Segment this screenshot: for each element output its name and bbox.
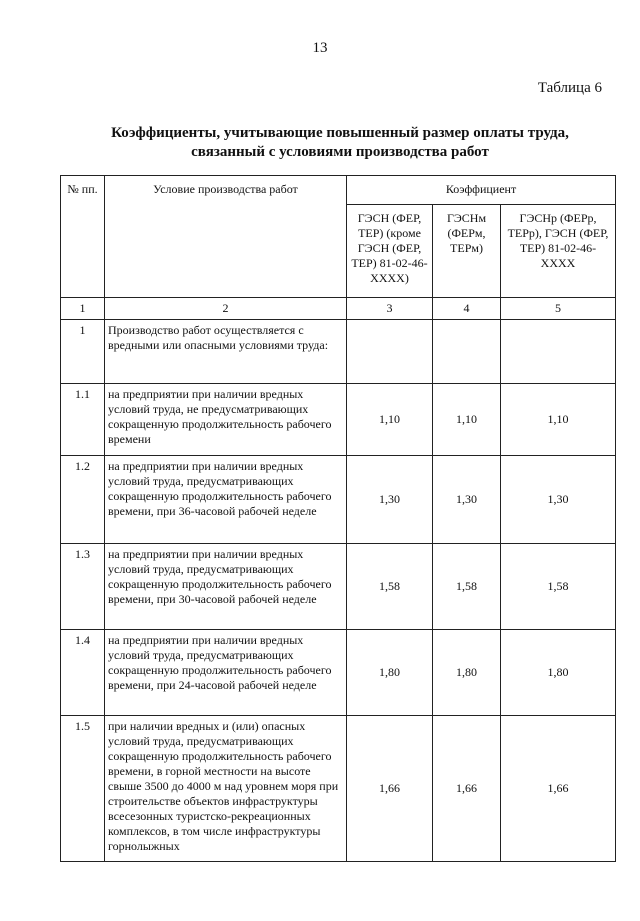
row-value-col5: 1,80 xyxy=(501,630,616,716)
row-number: 1.4 xyxy=(61,630,105,716)
header-no: № пп. xyxy=(61,176,105,298)
coefficient-table xyxy=(60,175,616,862)
row-value-col3: 1,80 xyxy=(347,630,433,716)
title-line-1: Коэффициенты, учитывающие повышенный размер оплаты труда, xyxy=(111,125,569,141)
numbering-cell: 3 xyxy=(347,298,433,320)
row-value-col4: 1,30 xyxy=(433,456,501,544)
row-value-col5: 1,58 xyxy=(501,544,616,630)
row-number: 1 xyxy=(61,320,105,384)
table-row xyxy=(61,716,616,862)
row-condition: при наличии вредных и (или) опасных условий труда, предусматривающих сокращенную продолжительность рабочего времени, в горной местности на высоте свыше 3500 до 4000 м над уровнем моря при строительстве объектов инфраструктуры всесезонных туристско-рекреационных комплексов, в том числе инфраструктуры горнолыжных xyxy=(105,716,347,862)
header-col5: ГЭСНр (ФЕРр, ТЕРр), ГЭСН (ФЕР, ТЕР) 81-02-46-XXXX xyxy=(501,205,616,298)
table-label: Таблица 6 xyxy=(537,80,602,96)
header-col4: ГЭСНм (ФЕРм, ТЕРм) xyxy=(433,205,501,298)
numbering-cell: 2 xyxy=(105,298,347,320)
document-title xyxy=(60,124,620,162)
header-row xyxy=(61,176,616,205)
row-value-col3: 1,10 xyxy=(347,384,433,456)
page-number: 13 xyxy=(312,40,328,56)
row-value-col3: 1,30 xyxy=(347,456,433,544)
row-value-col5 xyxy=(501,320,616,384)
row-number: 1.3 xyxy=(61,544,105,630)
row-condition: на предприятии при наличии вредных условий труда, предусматривающих сокращенную продолжительность рабочего времени, при 30-часовой рабочей неделе xyxy=(105,544,347,630)
row-value-col3 xyxy=(347,320,433,384)
row-value-col5: 1,10 xyxy=(501,384,616,456)
row-condition: на предприятии при наличии вредных условий труда, не предусматривающих сокращенную продолжительность рабочего времени xyxy=(105,384,347,456)
row-value-col3: 1,58 xyxy=(347,544,433,630)
header-col3: ГЭСН (ФЕР, ТЕР) (кроме ГЭСН (ФЕР, ТЕР) 81-02-46-XXXX) xyxy=(347,205,433,298)
table-row xyxy=(61,630,616,716)
table-row xyxy=(61,320,616,384)
table-row xyxy=(61,544,616,630)
row-number: 1.2 xyxy=(61,456,105,544)
row-number: 1.1 xyxy=(61,384,105,456)
row-value-col5: 1,30 xyxy=(501,456,616,544)
row-value-col4: 1,80 xyxy=(433,630,501,716)
numbering-cell: 5 xyxy=(501,298,616,320)
numbering-row xyxy=(61,298,616,320)
row-value-col4: 1,58 xyxy=(433,544,501,630)
header-coefficient: Коэффициент xyxy=(347,176,616,205)
row-value-col3: 1,66 xyxy=(347,716,433,862)
row-condition: Производство работ осуществляется с вредными или опасными условиями труда: xyxy=(105,320,347,384)
numbering-cell: 4 xyxy=(433,298,501,320)
row-condition: на предприятии при наличии вредных условий труда, предусматривающих сокращенную продолжительность рабочего времени, при 36-часовой рабочей неделе xyxy=(105,456,347,544)
table-row xyxy=(61,456,616,544)
row-number: 1.5 xyxy=(61,716,105,862)
table-row xyxy=(61,384,616,456)
row-condition: на предприятии при наличии вредных условий труда, предусматривающих сокращенную продолжительность рабочего времени, при 24-часовой рабочей неделе xyxy=(105,630,347,716)
header-condition: Условие производства работ xyxy=(105,176,347,298)
row-value-col4: 1,66 xyxy=(433,716,501,862)
row-value-col5: 1,66 xyxy=(501,716,616,862)
row-value-col4 xyxy=(433,320,501,384)
numbering-cell: 1 xyxy=(61,298,105,320)
title-line-2: связанный с условиями производства работ xyxy=(191,144,489,160)
row-value-col4: 1,10 xyxy=(433,384,501,456)
